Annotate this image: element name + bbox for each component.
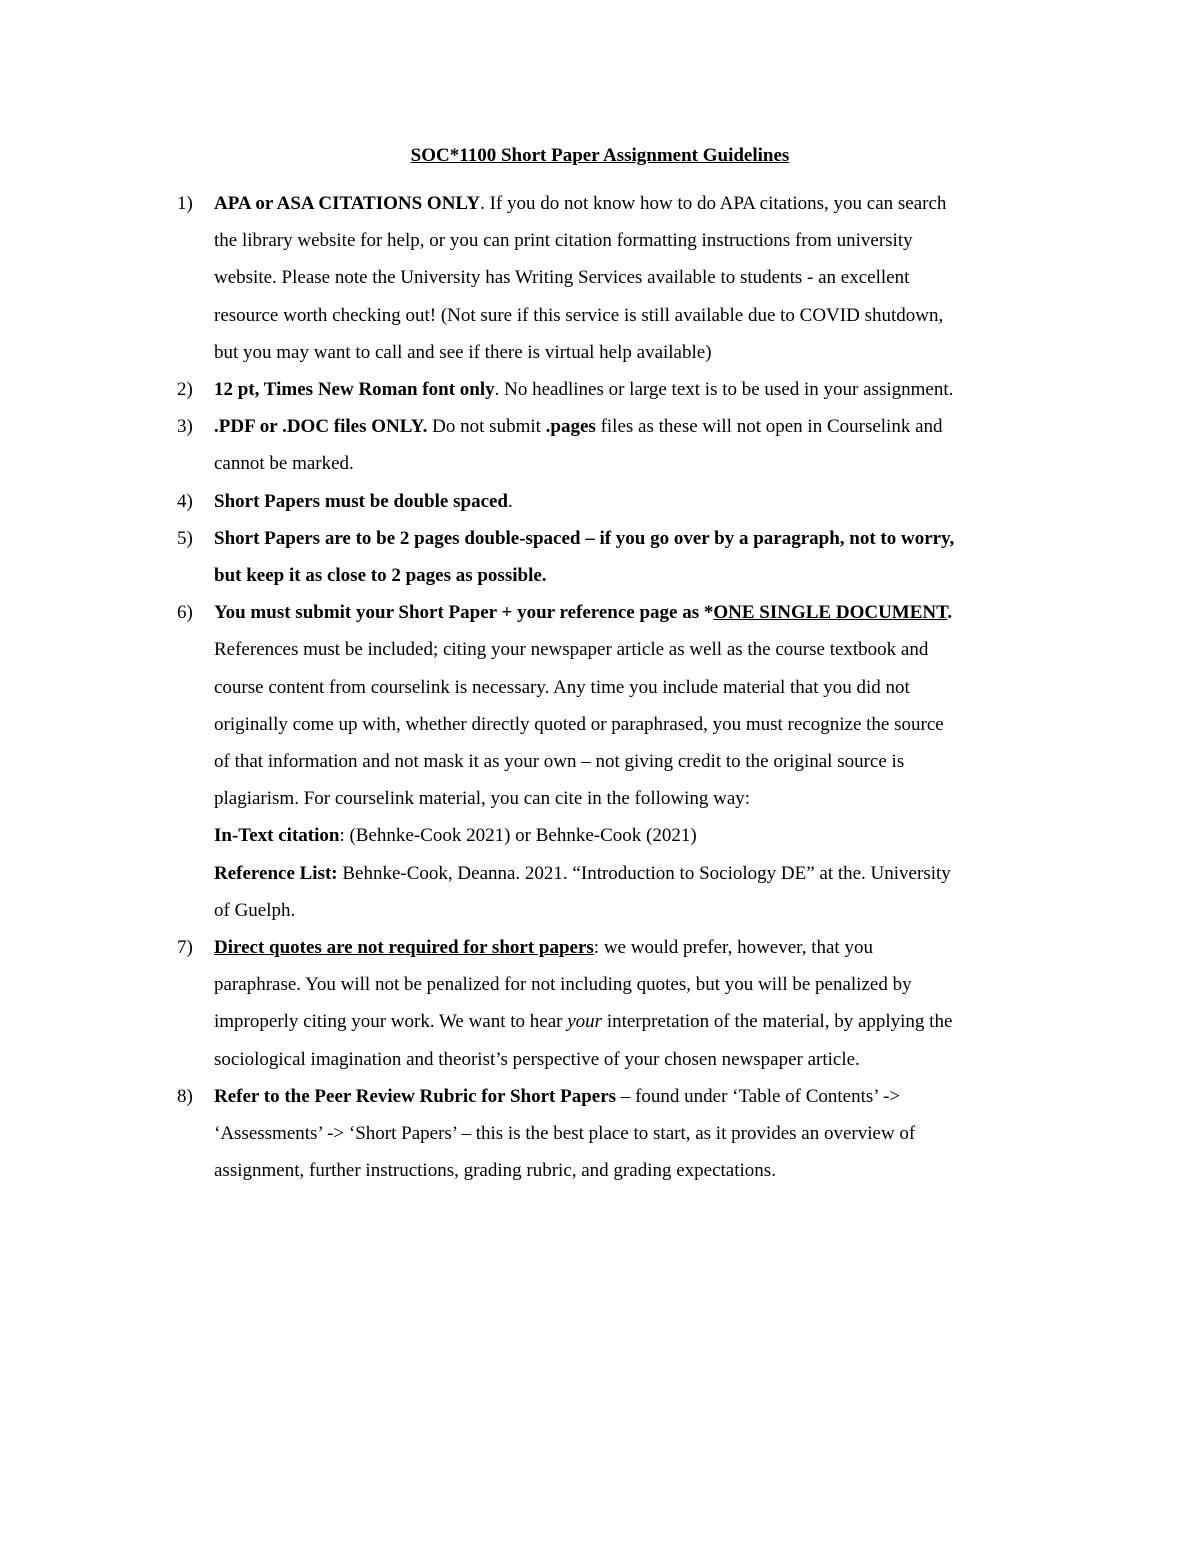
item-number: 2) [177, 379, 193, 401]
item-number: 5) [177, 527, 193, 549]
item-text: . No headlines or large text is to be used in your assignment. [494, 379, 954, 401]
item-text: Do not submit [427, 416, 546, 438]
item-line [214, 1003, 1074, 1040]
item-line: but you may want to call and see if there is virtual help available) [214, 341, 712, 363]
item-text: . [508, 490, 513, 512]
item-number: 1) [177, 193, 193, 214]
guideline-item-single-document [0, 594, 1074, 929]
intext-citation-line [214, 817, 1074, 854]
item-line [214, 483, 1074, 520]
guideline-item-rubric [0, 1078, 1074, 1190]
guideline-item-quotes [0, 929, 1074, 1078]
item-line: resource worth checking out! (Not sure if this service is still available due to COVID shutdown, [214, 304, 944, 326]
reference-list-label: Reference List: [214, 862, 338, 884]
item-number: 4) [177, 490, 193, 512]
item-bold-end: . [947, 602, 953, 624]
item-line [214, 594, 1074, 631]
item-number: 7) [177, 937, 193, 959]
item-bold-lead: Refer to the Peer Review Rubric for Short Papers [214, 1085, 617, 1107]
item-line: assignment, further instructions, grading rubric, and grading expectations. [214, 1160, 776, 1182]
item-line: website. Please note the University has Writing Services available to students - an excellent [214, 267, 910, 289]
item-bold-pages: .pages [545, 416, 596, 438]
reference-list-line [214, 855, 1074, 892]
item-line: but keep it as close to 2 pages as possible. [214, 565, 547, 587]
guideline-item-spacing [0, 483, 1074, 520]
guideline-item-length [0, 520, 1074, 594]
guidelines-list [0, 185, 1200, 1189]
item-line [214, 1078, 1074, 1115]
item-line: Short Papers are to be 2 pages double-spaced – if you go over by a paragraph, not to worry, [214, 527, 955, 549]
item-text: interpretation of the material, by applying the [602, 1011, 953, 1033]
document-title: SOC*1100 Short Paper Assignment Guidelines [410, 145, 790, 166]
item-text: improperly citing your work. We want to hear [214, 1011, 568, 1033]
item-bold-lead: You must submit your Short Paper + your reference page as * [214, 602, 714, 624]
item-line: originally come up with, whether directly quoted or paraphrased, you must recognize the source [214, 713, 944, 735]
item-line: course content from courselink is necessary. Any time you include material that you did not [214, 676, 910, 698]
item-text: Behnke-Cook, Deanna. 2021. “Introduction to Sociology DE” at the. University [337, 862, 951, 884]
item-number: 6) [177, 602, 193, 624]
item-line [214, 371, 1074, 408]
item-number: 3) [177, 416, 193, 438]
item-text: files as these will not open in Courselink and [595, 416, 943, 438]
item-bold-lead: APA or ASA CITATIONS ONLY [214, 193, 481, 214]
item-text: – found under ‘Table of Contents’ -> [616, 1085, 900, 1107]
intext-citation-label: In-Text citation [214, 825, 340, 847]
item-line: of that information and not mask it as your own – not giving credit to the original source is [214, 751, 905, 773]
item-number: 8) [177, 1085, 193, 1107]
item-bold-underlined: ONE SINGLE DOCUMENT [713, 602, 948, 624]
item-line: sociological imagination and theorist’s perspective of your chosen newspaper article. [214, 1048, 860, 1070]
item-line [214, 408, 1074, 445]
item-bold-lead: Short Papers must be double spaced [214, 490, 508, 512]
guideline-item-citations [0, 185, 1074, 371]
item-line [214, 185, 1074, 222]
item-bold-lead: .PDF or .DOC files ONLY. [214, 416, 428, 438]
item-bold-underlined: Direct quotes are not required for short papers [214, 937, 594, 959]
item-line: cannot be marked. [214, 453, 354, 475]
item-line: ‘Assessments’ -> ‘Short Papers’ – this is the best place to start, as it provides an overview of [214, 1123, 916, 1145]
item-line [214, 929, 1074, 966]
item-text: : we would prefer, however, that you [593, 937, 873, 959]
item-line: of Guelph. [214, 899, 296, 921]
item-line: paraphrase. You will not be penalized for not including quotes, but you will be penalized by [214, 974, 912, 996]
item-line: References must be included; citing your newspaper article as well as the course textbook and [214, 639, 929, 661]
item-text: : (Behnke-Cook 2021) or Behnke-Cook (2021) [339, 825, 697, 847]
guideline-item-file-types [0, 408, 1074, 482]
item-text: . If you do not know how to do APA citations, you can search [480, 193, 947, 214]
guideline-item-font [0, 371, 1074, 408]
item-line: the library website for help, or you can print citation formatting instructions from university [214, 230, 913, 252]
item-bold-lead: 12 pt, Times New Roman font only [214, 379, 495, 401]
item-italic-word: your [567, 1011, 603, 1033]
item-line: plagiarism. For courselink material, you can cite in the following way: [214, 788, 751, 810]
